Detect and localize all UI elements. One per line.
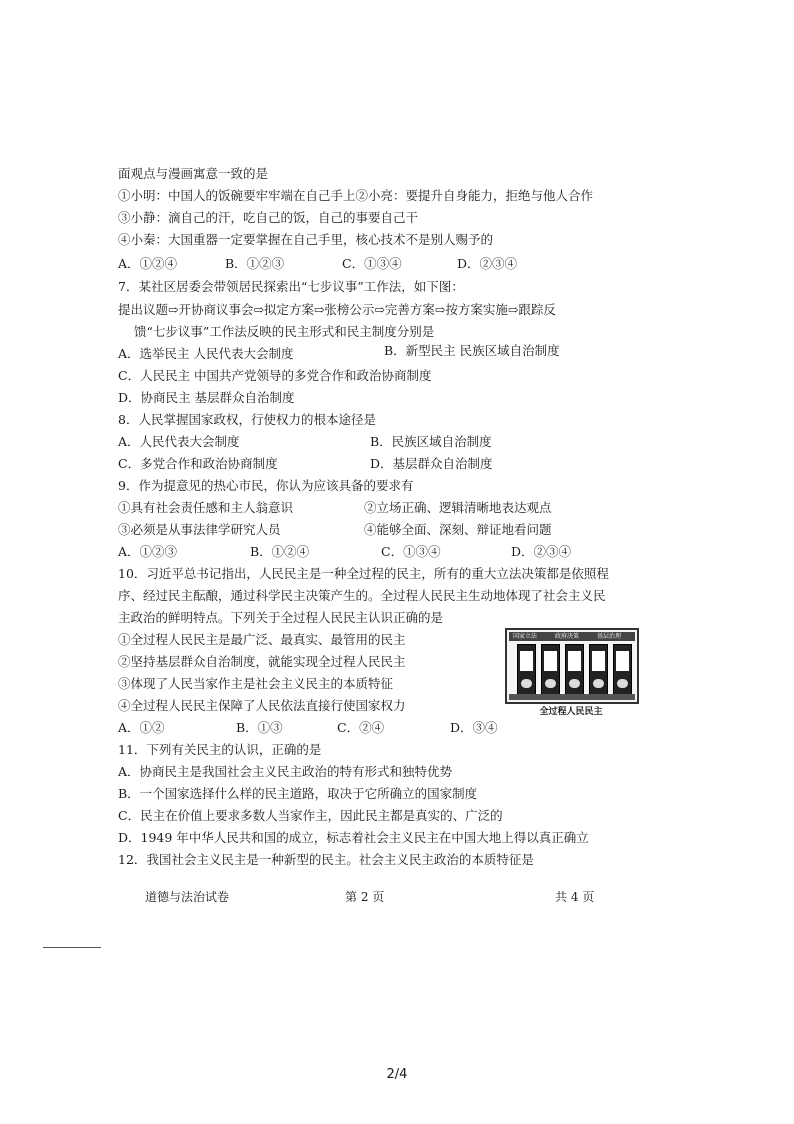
- illustration-pillar: [565, 644, 584, 696]
- q9-option-a: A．①②③: [118, 544, 178, 559]
- q7-flow: 提出议题⇨开协商议事会⇨拟定方案⇨张榜公示⇨完善方案⇨按方案实施⇨跟踪反: [118, 302, 556, 317]
- illustration-header-label: 基层治理: [597, 633, 622, 640]
- q6-option-d: D．②③④: [457, 256, 518, 271]
- q9-statement-2: ②立场正确、逻辑清晰地表达观点: [364, 500, 552, 515]
- q11-option-a: A．协商民主是我国社会主义民主政治的特有形式和独特优势: [118, 764, 453, 779]
- q10-stem-line-1: 10．习近平总书记指出，人民民主是一种全过程的民主，所有的重大立法决策都是依照程: [118, 566, 609, 581]
- footer-subject: 道德与法治试卷: [145, 890, 230, 904]
- q11-stem: 11．下列有关民主的认识，正确的是: [118, 742, 322, 757]
- q10-illustration: [505, 628, 637, 720]
- q10-option-a: A．①②: [118, 720, 165, 735]
- q10-option-c: C．②④: [337, 720, 385, 735]
- illustration-pillar: [541, 644, 560, 696]
- scan-mark: [43, 947, 101, 948]
- q6-stem-tail: 面观点与漫画寓意一致的是: [118, 166, 269, 181]
- q11-option-b: B．一个国家选择什么样的民主道路，取决于它所确立的国家制度: [118, 786, 478, 801]
- illustration-header: [509, 632, 635, 641]
- page-indicator: 2/4: [386, 1067, 408, 1082]
- q6-statement-4: ④小秦：大国重器一定要掌握在自己手里，核心技术不是别人赐予的: [118, 232, 494, 247]
- footer-page: 第 2 页: [345, 890, 385, 904]
- q10-option-b: B．①③: [236, 720, 283, 735]
- illustration-caption: 全过程人民民主: [539, 707, 603, 717]
- q10-stem-line-3: 主政治的鲜明特点。下列关于全过程人民民主认识正确的是: [118, 610, 444, 625]
- q8-option-c: C．多党合作和政治协商制度: [118, 456, 278, 471]
- q6-option-c: C．①③④: [342, 256, 402, 271]
- illustration-frame: [505, 628, 639, 704]
- q8-option-a: A．人民代表大会制度: [118, 434, 240, 449]
- illustration-pillar: [589, 644, 608, 696]
- q6-option-b: B．①②③: [225, 256, 285, 271]
- q9-statement-3: ③必须是从事法律学研究人员: [118, 522, 281, 537]
- q8-option-b: B．民族区域自治制度: [370, 434, 492, 449]
- q7-flow-continued: 馈“七步议事”工作法反映的民主形式和民主制度分别是: [134, 324, 435, 339]
- q7-option-d: D．协商民主 基层群众自治制度: [118, 390, 295, 405]
- q9-stem: 9．作为提意见的热心市民，你认为应该具备的要求有: [118, 478, 414, 493]
- q11-option-d: D．1949 年中华人民共和国的成立，标志着社会主义民主在中国大地上得以真正确立: [118, 830, 589, 845]
- q8-stem: 8．人民掌握国家政权，行使权力的根本途径是: [118, 412, 376, 427]
- q9-statement-1: ①具有社会责任感和主人翁意识: [118, 500, 294, 515]
- q10-statement-3: ③体现了人民当家作主是社会主义民主的本质特征: [118, 676, 394, 691]
- q7-option-a: A．选举民主 人民代表大会制度: [118, 346, 294, 361]
- q11-option-c: C．民主在价值上要求多数人当家作主，因此民主都是真实的、广泛的: [118, 808, 503, 823]
- q7-stem: 7．某社区居委会带领居民探索出“七步议事”工作法，如下图：: [118, 279, 464, 294]
- illustration-base: [509, 694, 635, 700]
- q9-option-b: B．①②④: [250, 544, 310, 559]
- q10-statement-1: ①全过程人民民主是最广泛、最真实、最管用的民主: [118, 632, 406, 647]
- q6-statement-3: ③小静：滴自己的汗，吃自己的饭，自己的事要自己干: [118, 210, 419, 225]
- q10-statement-2: ②坚持基层群众自治制度，就能实现全过程人民民主: [118, 654, 406, 669]
- q6-option-a: A．①②④: [118, 256, 178, 271]
- q10-option-d: D．③④: [450, 720, 498, 735]
- q6-statement-1-2: ①小明：中国人的饭碗要牢牢端在自己手上②小亮：要提升自身能力，拒绝与他人合作: [118, 188, 594, 203]
- illustration-pillar: [613, 644, 632, 696]
- q12-stem: 12．我国社会主义民主是一种新型的民主。社会主义民主政治的本质特征是: [118, 852, 534, 867]
- illustration-pillar: [517, 644, 536, 696]
- q9-statement-4: ④能够全面、深刻、辩证地看问题: [364, 522, 552, 537]
- q10-statement-4: ④全过程人民民主保障了人民依法直接行使国家权力: [118, 698, 406, 713]
- illustration-header-label: 政府决策: [555, 633, 580, 640]
- q8-option-d: D．基层群众自治制度: [370, 456, 493, 471]
- q9-option-c: C．①③④: [381, 544, 441, 559]
- footer-total: 共 4 页: [555, 890, 595, 904]
- q10-stem-line-2: 序、经过民主酝酿，通过科学民主决策产生的。全过程人民民主生动地体现了社会主义民: [118, 588, 606, 603]
- illustration-header-label: 国家立法: [513, 633, 538, 640]
- q7-option-b: B．新型民主 民族区域自治制度: [384, 343, 560, 358]
- q9-option-d: D．②③④: [511, 544, 572, 559]
- q7-option-c: C．人民民主 中国共产党领导的多党合作和政治协商制度: [118, 368, 432, 383]
